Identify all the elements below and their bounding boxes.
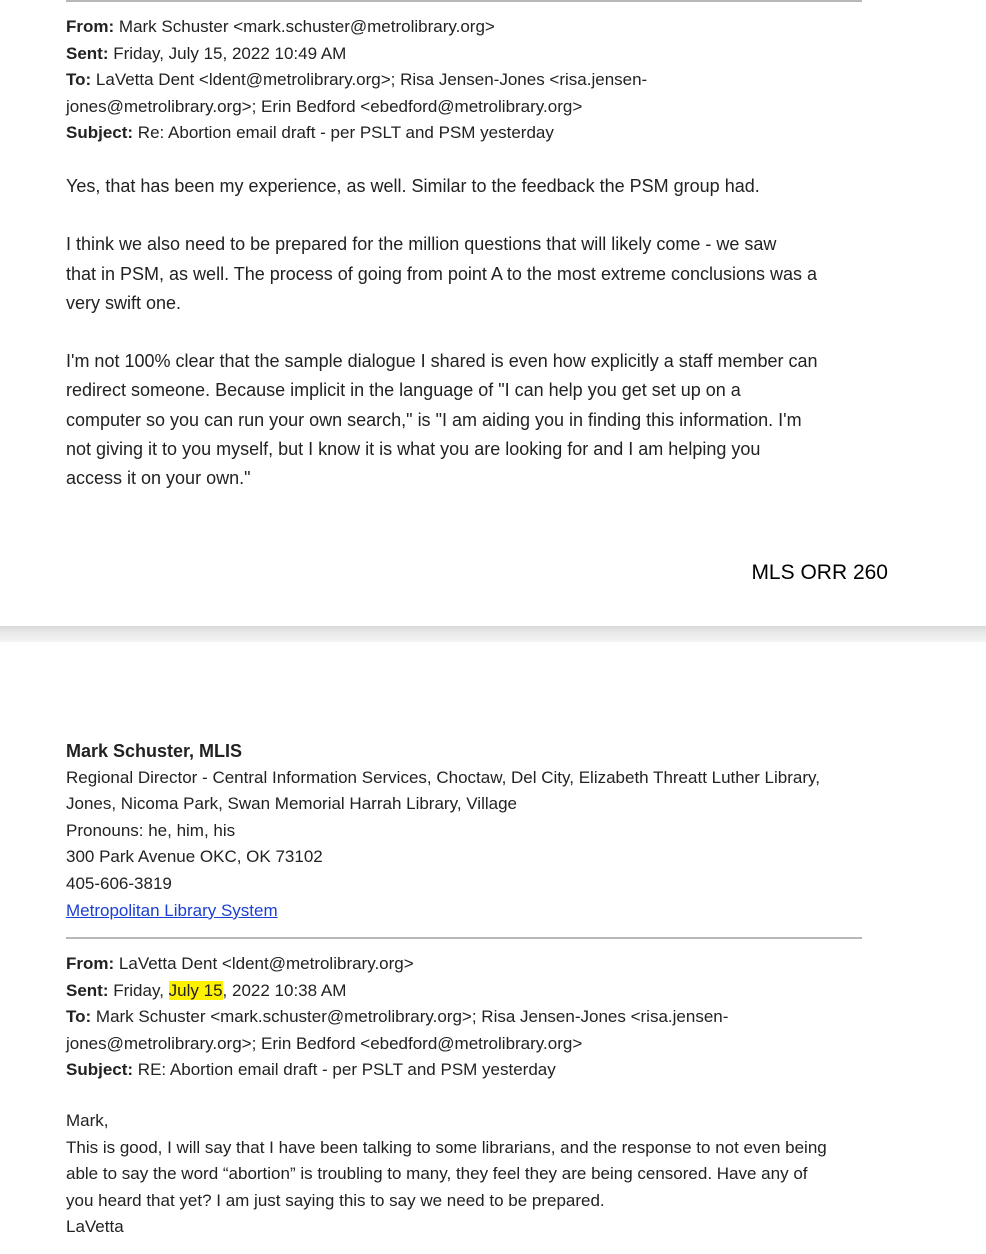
from-line-2: From: LaVetta Dent <ldent@metrolibrary.org> bbox=[66, 954, 414, 973]
to-value-line1: LaVetta Dent <ldent@metrolibrary.org>; Risa Jensen-Jones <risa.jensen- bbox=[95, 70, 648, 89]
email-header-2 bbox=[66, 951, 866, 1084]
email-signature bbox=[66, 738, 896, 924]
to-line-2: To: Mark Schuster <mark.schuster@metrolibrary.org>; Risa Jensen-Jones <risa.jensen- bbox=[66, 1007, 729, 1026]
signature-title-2: Jones, Nicoma Park, Swan Memorial Harrah Library, Village bbox=[66, 794, 517, 814]
signoff: LaVetta bbox=[66, 1217, 124, 1236]
to-line-cont: jones@metrolibrary.org>; Erin Bedford <ebedford@metrolibrary.org> bbox=[66, 96, 583, 116]
page-bates-number: MLS ORR 260 bbox=[751, 561, 888, 584]
from-value-2: LaVetta Dent <ldent@metrolibrary.org> bbox=[118, 954, 414, 973]
email-body-2 bbox=[66, 1108, 896, 1241]
page-separator bbox=[0, 626, 986, 642]
paragraph-1: Yes, that has been my experience, as well. Similar to the feedback the PSM group had. bbox=[66, 176, 760, 196]
signature-pronouns: Pronouns: he, him, his bbox=[66, 820, 236, 840]
greeting: Mark, bbox=[66, 1111, 109, 1130]
body-line-3: you heard that yet? I am just saying this to say we need to be prepared. bbox=[66, 1190, 605, 1210]
header-divider-2 bbox=[66, 937, 862, 939]
subject-value-2: RE: Abortion email draft - per PSLT and PSM yesterday bbox=[137, 1060, 556, 1079]
sent-line: Sent: Friday, July 15, 2022 10:49 AM bbox=[66, 43, 347, 63]
sent-value: Friday, July 15, 2022 10:49 AM bbox=[113, 43, 347, 63]
highlighted-date: July 15 bbox=[168, 980, 223, 1000]
document-page-2 bbox=[0, 642, 986, 1254]
document-page-1 bbox=[0, 0, 986, 626]
subject-value: Re: Abortion email draft - per PSLT and PSM yesterday bbox=[137, 123, 554, 142]
signature-phone: 405-606-3819 bbox=[66, 873, 172, 893]
body-line-2: able to say the word “abortion” is troubling to many, they feel they are being censored. Have any of bbox=[66, 1164, 808, 1183]
from-line: From: Mark Schuster <mark.schuster@metrolibrary.org> bbox=[66, 17, 495, 36]
signature-address: 300 Park Avenue OKC, OK 73102 bbox=[66, 847, 323, 867]
signature-link[interactable]: Metropolitan Library System bbox=[66, 900, 278, 920]
to-line-2-cont: jones@metrolibrary.org>; Erin Bedford <ebedford@metrolibrary.org> bbox=[66, 1033, 583, 1053]
email-header-1 bbox=[66, 14, 866, 147]
header-divider bbox=[66, 0, 862, 2]
email-body-1 bbox=[66, 172, 886, 494]
paragraph-3: I'm not 100% clear that the sample dialogue I shared is even how explicitly a staff member can redirect someone. Because implicit in the language of "I can help you get set up on a computer so you can run your own search," is "I am aiding you in finding this information. I'm not giving it to you myself, but I know it is what you are looking for and I am helping you access it on your own." bbox=[66, 351, 818, 489]
paragraph-2: I think we also need to be prepared for the million questions that will likely come - we saw that in PSM, as well. The process of going from point A to the most extreme conclusions was a very swift one. bbox=[66, 234, 818, 313]
sent-line-2: Sent: Friday, July 15, 2022 10:38 AM bbox=[66, 980, 347, 1000]
signature-name: Mark Schuster, MLIS bbox=[66, 741, 243, 761]
subject-line-2: Subject: RE: Abortion email draft - per PSLT and PSM yesterday bbox=[66, 1060, 556, 1079]
to-value-2-line1: Mark Schuster <mark.schuster@metrolibrary.org>; Risa Jensen-Jones <risa.jensen- bbox=[95, 1007, 729, 1026]
to-line: To: LaVetta Dent <ldent@metrolibrary.org>; Risa Jensen-Jones <risa.jensen- bbox=[66, 70, 648, 89]
signature-title-1: Regional Director - Central Information Services, Choctaw, Del City, Elizabeth Threatt Luther Library, bbox=[66, 767, 820, 787]
body-line-1: This is good, I will say that I have been talking to some librarians, and the response to not even being bbox=[66, 1137, 827, 1157]
subject-line: Subject: Re: Abortion email draft - per PSLT and PSM yesterday bbox=[66, 123, 554, 142]
from-value: Mark Schuster <mark.schuster@metrolibrary.org> bbox=[118, 17, 495, 36]
